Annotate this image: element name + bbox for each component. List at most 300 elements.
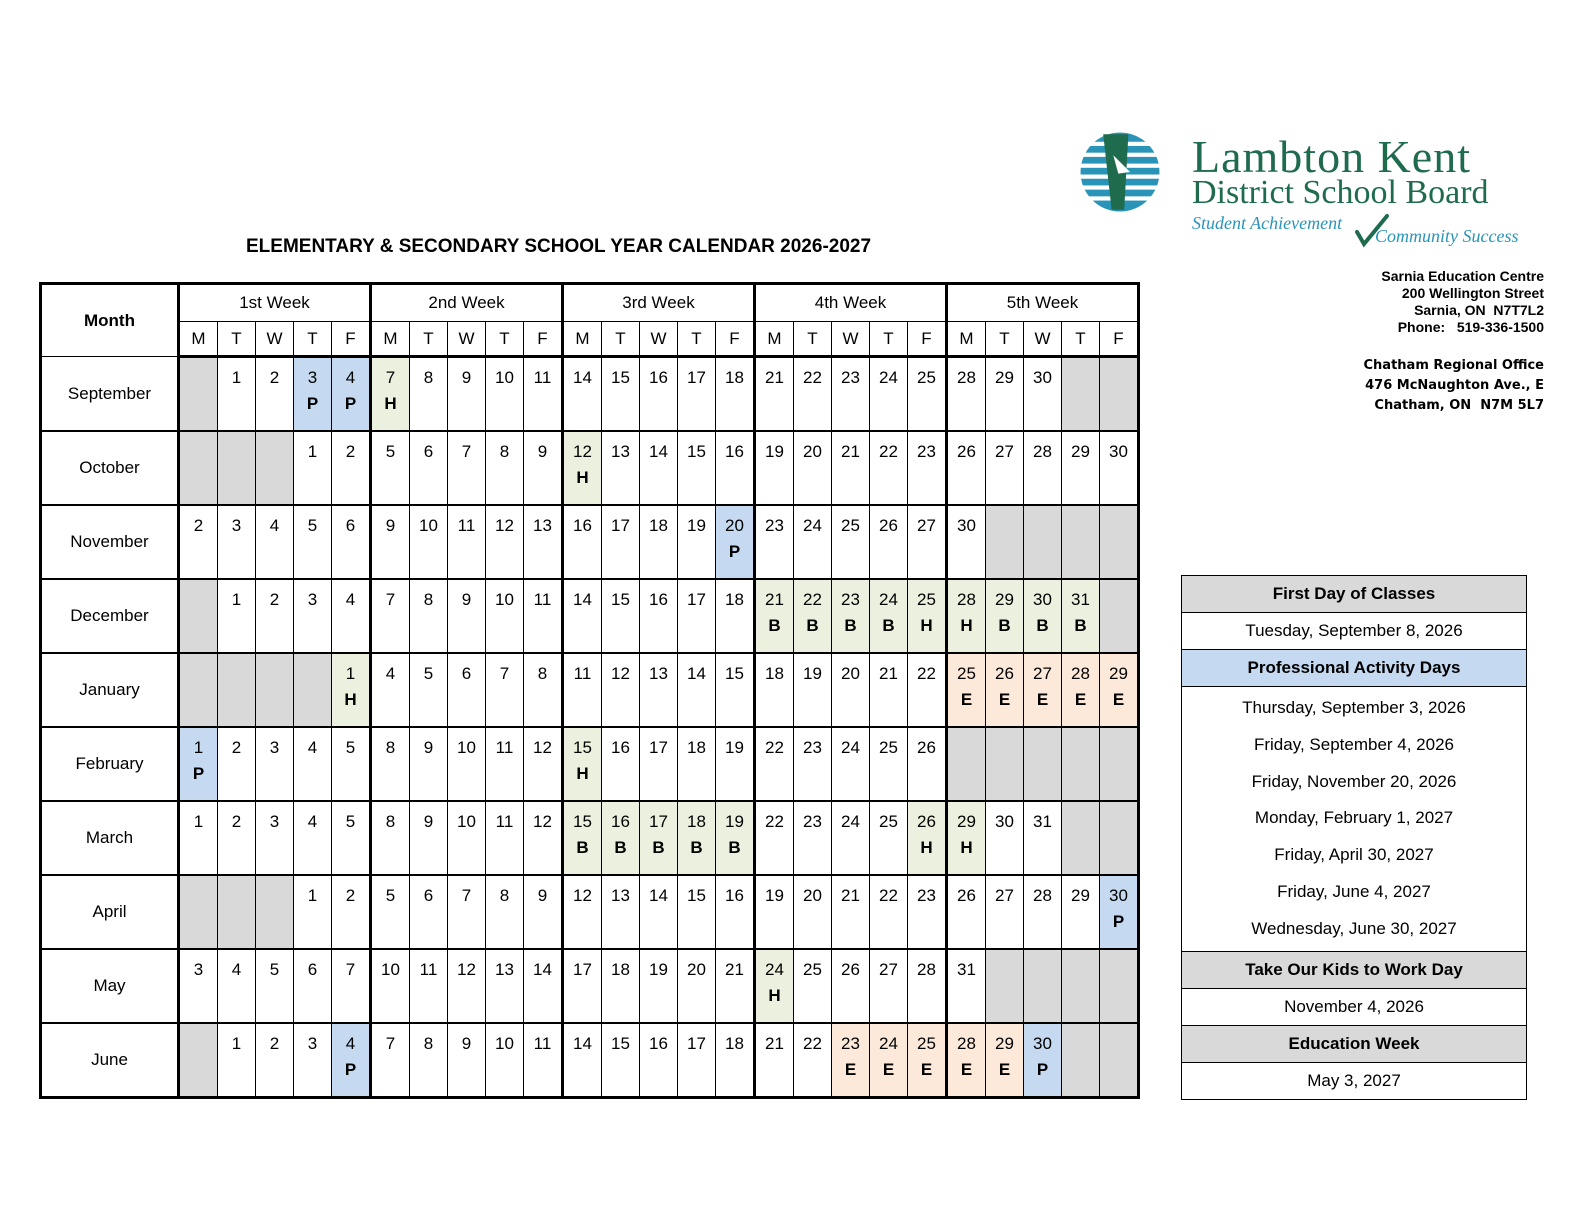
- day-number: 3: [307, 1034, 318, 1053]
- day-cell: [294, 875, 332, 949]
- day-cell: [947, 579, 986, 653]
- day-cell: [870, 875, 908, 949]
- day-letter-header: T: [410, 322, 448, 357]
- first-day-heading: First Day of Classes: [1182, 576, 1526, 613]
- day-cell: [640, 653, 678, 727]
- day-code: H: [344, 690, 357, 709]
- day-cell: [563, 505, 602, 579]
- day-number: 2: [269, 590, 280, 609]
- day-cell: [832, 875, 870, 949]
- inactive-day-cell: [1100, 357, 1139, 432]
- day-number: 1: [231, 590, 242, 609]
- day-number: 3: [307, 368, 318, 387]
- day-code: B: [1074, 616, 1087, 635]
- day-cell: [716, 653, 755, 727]
- day-number: 20: [803, 886, 822, 905]
- day-number: 8: [385, 738, 396, 757]
- day-cell: [986, 431, 1024, 505]
- tagline-student-achievement: Student Achievement: [1192, 213, 1343, 233]
- day-number: 18: [725, 1034, 744, 1053]
- day-cell: [218, 949, 256, 1023]
- day-number: 23: [841, 1034, 860, 1053]
- inactive-day-cell: [1062, 801, 1100, 875]
- day-cell: [832, 505, 870, 579]
- day-cell: [256, 949, 294, 1023]
- day-letter-header: M: [179, 322, 218, 357]
- day-cell: [1062, 579, 1100, 653]
- day-cell: [602, 727, 640, 801]
- day-cell: [678, 875, 716, 949]
- day-number: 25: [917, 590, 936, 609]
- day-cell: [602, 875, 640, 949]
- day-cell: [332, 653, 371, 727]
- day-number: 25: [917, 1034, 936, 1053]
- day-cell: [870, 431, 908, 505]
- day-number: 15: [573, 812, 592, 831]
- day-cell: [755, 727, 794, 801]
- day-cell: [908, 357, 947, 432]
- day-cell: [678, 653, 716, 727]
- day-cell: [448, 431, 486, 505]
- first-day-value: Tuesday, September 8, 2026: [1182, 613, 1526, 650]
- org-name-line1: Lambton Kent: [1192, 131, 1471, 182]
- day-letter-header: W: [640, 322, 678, 357]
- day-number: 28: [957, 1034, 976, 1053]
- day-cell: [486, 579, 524, 653]
- day-cell: [410, 505, 448, 579]
- month-row-january: [41, 653, 1139, 727]
- day-number: 9: [461, 1034, 472, 1053]
- day-number: 29: [995, 1034, 1014, 1053]
- day-number: 25: [803, 960, 822, 979]
- day-number: 27: [879, 960, 898, 979]
- day-code: H: [576, 468, 589, 487]
- day-cell: [908, 431, 947, 505]
- day-number: 19: [765, 442, 784, 461]
- day-cell: [794, 357, 832, 432]
- day-code: B: [882, 616, 895, 635]
- day-number: 9: [461, 590, 472, 609]
- day-cell: [602, 357, 640, 432]
- day-cell: [563, 579, 602, 653]
- day-cell: [794, 431, 832, 505]
- day-code: E: [920, 1060, 933, 1079]
- day-cell: [678, 357, 716, 432]
- day-cell: [947, 1023, 986, 1098]
- day-number: 22: [879, 442, 898, 461]
- day-cell: [986, 801, 1024, 875]
- day-cell: [256, 357, 294, 432]
- month-name: October: [41, 431, 179, 505]
- day-cell: [678, 727, 716, 801]
- day-letter-header: W: [1024, 322, 1062, 357]
- day-number: 18: [725, 590, 744, 609]
- day-number: 12: [495, 516, 514, 535]
- day-cell: [755, 431, 794, 505]
- day-cell: [1024, 431, 1062, 505]
- day-letter-header: M: [371, 322, 410, 357]
- day-number: 5: [307, 516, 318, 535]
- day-cell: [1024, 1023, 1062, 1098]
- day-number: 29: [957, 812, 976, 831]
- day-number: 22: [879, 886, 898, 905]
- day-cell: [832, 357, 870, 432]
- day-number: 26: [995, 664, 1014, 683]
- day-cell: [486, 875, 524, 949]
- day-cell: [218, 727, 256, 801]
- day-cell: [448, 579, 486, 653]
- pa-day-item: Friday, June 4, 2027: [1277, 881, 1431, 901]
- day-cell: [947, 949, 986, 1023]
- day-number: 13: [495, 960, 514, 979]
- tagline-community-success: Community Success: [1375, 226, 1519, 246]
- day-code: B: [614, 838, 627, 857]
- day-cell: [218, 505, 256, 579]
- day-cell: [332, 579, 371, 653]
- day-number: 11: [533, 1034, 552, 1053]
- day-number: 6: [307, 960, 318, 979]
- day-cell: [448, 875, 486, 949]
- day-number: 13: [533, 516, 552, 535]
- day-code: E: [998, 690, 1011, 709]
- day-number: 24: [803, 516, 822, 535]
- day-cell: [448, 1023, 486, 1098]
- day-cell: [716, 1023, 755, 1098]
- day-number: 13: [649, 664, 668, 683]
- day-number: 4: [231, 960, 242, 979]
- day-cell: [371, 801, 410, 875]
- inactive-day-cell: [1062, 1023, 1100, 1098]
- day-letter-header: T: [218, 322, 256, 357]
- day-number: 10: [381, 960, 400, 979]
- day-number: 3: [307, 590, 318, 609]
- day-cell: [602, 505, 640, 579]
- day-number: 25: [879, 812, 898, 831]
- day-number: 30: [1109, 886, 1128, 905]
- day-cell: [908, 505, 947, 579]
- day-number: 31: [957, 960, 976, 979]
- day-number: 13: [611, 886, 630, 905]
- inactive-day-cell: [986, 505, 1024, 579]
- day-cell: [563, 431, 602, 505]
- day-cell: [218, 801, 256, 875]
- day-number: 29: [1071, 886, 1090, 905]
- day-number: 14: [533, 960, 552, 979]
- day-cell: [794, 1023, 832, 1098]
- day-letter-header: F: [1100, 322, 1139, 357]
- day-number: 10: [495, 368, 514, 387]
- day-cell: [256, 727, 294, 801]
- inactive-day-cell: [1024, 949, 1062, 1023]
- sarnia-office-address: Sarnia Education Centre 200 Wellington Street Sarnia, ON N7T7L2 Phone: 519-336-1500: [1381, 268, 1544, 335]
- day-code: B: [652, 838, 665, 857]
- inactive-day-cell: [1100, 579, 1139, 653]
- day-number: 17: [649, 812, 668, 831]
- day-letter-header: W: [448, 322, 486, 357]
- day-code: E: [1074, 690, 1087, 709]
- day-number: 26: [841, 960, 860, 979]
- day-number: 22: [803, 590, 822, 609]
- day-cell: [448, 505, 486, 579]
- month-row-march: [41, 801, 1139, 875]
- day-number: 27: [995, 442, 1014, 461]
- inactive-day-cell: [179, 1023, 218, 1098]
- day-cell: [486, 431, 524, 505]
- day-number: 2: [193, 516, 204, 535]
- day-number: 5: [269, 960, 280, 979]
- day-cell: [986, 1023, 1024, 1098]
- day-cell: [486, 653, 524, 727]
- day-cell: [716, 801, 755, 875]
- day-cell: [947, 357, 986, 432]
- day-letter-header: T: [678, 322, 716, 357]
- day-cell: [832, 1023, 870, 1098]
- day-number: 22: [765, 812, 784, 831]
- day-cell: [371, 875, 410, 949]
- day-number: 24: [879, 590, 898, 609]
- day-number: 15: [687, 442, 706, 461]
- day-number: 18: [725, 368, 744, 387]
- day-code: B: [690, 838, 703, 857]
- day-cell: [832, 949, 870, 1023]
- day-number: 22: [803, 1034, 822, 1053]
- day-cell: [448, 357, 486, 432]
- day-number: 28: [917, 960, 936, 979]
- day-cell: [371, 505, 410, 579]
- month-name: January: [41, 653, 179, 727]
- day-number: 12: [573, 886, 592, 905]
- day-cell: [410, 801, 448, 875]
- day-cell: [870, 1023, 908, 1098]
- day-number: 24: [841, 812, 860, 831]
- day-cell: [448, 949, 486, 1023]
- day-cell: [294, 727, 332, 801]
- day-cell: [755, 579, 794, 653]
- day-cell: [410, 579, 448, 653]
- day-cell: [486, 357, 524, 432]
- day-letters-row: [41, 322, 1139, 357]
- day-number: 4: [385, 664, 396, 683]
- day-cell: [218, 579, 256, 653]
- day-cell: [332, 801, 371, 875]
- pa-day-item: Monday, February 1, 2027: [1254, 808, 1454, 828]
- education-week-heading: Education Week: [1182, 1026, 1526, 1063]
- day-number: 3: [231, 516, 242, 535]
- day-code: E: [844, 1060, 857, 1079]
- day-number: 1: [307, 886, 318, 905]
- day-cell: [832, 579, 870, 653]
- day-cell: [410, 1023, 448, 1098]
- day-number: 26: [917, 738, 936, 757]
- day-cell: [1062, 875, 1100, 949]
- day-code: E: [960, 1060, 973, 1079]
- day-cell: [908, 653, 947, 727]
- day-number: 15: [611, 1034, 630, 1053]
- day-cell: [870, 949, 908, 1023]
- day-number: 8: [537, 664, 548, 683]
- day-number: 17: [687, 368, 706, 387]
- day-number: 17: [573, 960, 592, 979]
- day-code: P: [1036, 1060, 1049, 1079]
- day-number: 6: [461, 664, 472, 683]
- day-number: 11: [533, 590, 552, 609]
- day-letter-header: T: [870, 322, 908, 357]
- day-cell: [947, 505, 986, 579]
- inactive-day-cell: [1100, 505, 1139, 579]
- day-number: 17: [649, 738, 668, 757]
- day-cell: [908, 727, 947, 801]
- day-cell: [524, 579, 563, 653]
- month-row-december: [41, 579, 1139, 653]
- day-cell: [870, 727, 908, 801]
- day-cell: [832, 727, 870, 801]
- day-cell: [755, 875, 794, 949]
- day-number: 1: [231, 368, 242, 387]
- day-number: 21: [841, 886, 860, 905]
- day-cell: [371, 949, 410, 1023]
- day-number: 7: [499, 664, 510, 683]
- day-cell: [794, 505, 832, 579]
- day-cell: [332, 1023, 371, 1098]
- day-number: 20: [841, 664, 860, 683]
- day-number: 1: [193, 738, 204, 757]
- day-cell: [870, 653, 908, 727]
- day-number: 4: [269, 516, 280, 535]
- day-cell: [640, 431, 678, 505]
- day-cell: [908, 875, 947, 949]
- day-number: 29: [995, 368, 1014, 387]
- day-number: 21: [841, 442, 860, 461]
- week-header: 4th Week: [755, 284, 947, 322]
- day-cell: [410, 727, 448, 801]
- day-code: H: [920, 838, 933, 857]
- month-name: May: [41, 949, 179, 1023]
- day-code: H: [768, 986, 781, 1005]
- week-header: 1st Week: [179, 284, 371, 322]
- day-cell: [640, 727, 678, 801]
- day-number: 5: [385, 886, 396, 905]
- day-cell: [448, 653, 486, 727]
- day-number: 28: [1033, 442, 1052, 461]
- calendar-body: [41, 357, 1139, 1098]
- day-cell: [410, 357, 448, 432]
- day-cell: [678, 801, 716, 875]
- kids-work-day-heading: Take Our Kids to Work Day: [1182, 952, 1526, 989]
- board-logo-emblem-icon: [1076, 130, 1164, 214]
- day-code: P: [306, 394, 319, 413]
- day-number: 12: [533, 812, 552, 831]
- inactive-day-cell: [179, 579, 218, 653]
- month-name: March: [41, 801, 179, 875]
- day-cell: [678, 505, 716, 579]
- day-cell: [1024, 801, 1062, 875]
- school-year-calendar: [39, 282, 1140, 1099]
- day-cell: [716, 431, 755, 505]
- day-code: H: [576, 764, 589, 783]
- page-title: ELEMENTARY & SECONDARY SCHOOL YEAR CALENDAR 2026-2027: [246, 236, 872, 257]
- day-letter-header: F: [908, 322, 947, 357]
- day-cell: [678, 431, 716, 505]
- day-number: 4: [307, 738, 318, 757]
- day-code: E: [882, 1060, 895, 1079]
- day-letter-header: T: [986, 322, 1024, 357]
- day-letter-header: M: [563, 322, 602, 357]
- inactive-day-cell: [986, 727, 1024, 801]
- day-number: 9: [423, 738, 434, 757]
- day-number: 4: [345, 1034, 356, 1053]
- day-number: 5: [423, 664, 434, 683]
- day-cell: [410, 949, 448, 1023]
- day-cell: [332, 505, 371, 579]
- day-code: B: [576, 838, 589, 857]
- day-number: 18: [765, 664, 784, 683]
- day-number: 9: [423, 812, 434, 831]
- day-number: 24: [879, 368, 898, 387]
- day-cell: [755, 357, 794, 432]
- day-number: 14: [649, 442, 668, 461]
- day-cell: [986, 653, 1024, 727]
- day-letter-header: T: [602, 322, 640, 357]
- day-cell: [755, 949, 794, 1023]
- day-number: 7: [461, 886, 472, 905]
- inactive-day-cell: [218, 431, 256, 505]
- inactive-day-cell: [1024, 505, 1062, 579]
- inactive-day-cell: [1024, 727, 1062, 801]
- day-cell: [794, 579, 832, 653]
- day-code: H: [920, 616, 933, 635]
- day-cell: [832, 431, 870, 505]
- day-code: E: [1036, 690, 1049, 709]
- day-cell: [1024, 875, 1062, 949]
- day-cell: [870, 505, 908, 579]
- day-cell: [986, 875, 1024, 949]
- day-number: 7: [385, 368, 396, 387]
- month-row-june: [41, 1023, 1139, 1098]
- day-number: 24: [841, 738, 860, 757]
- day-cell: [678, 579, 716, 653]
- day-cell: [908, 801, 947, 875]
- day-number: 14: [649, 886, 668, 905]
- day-cell: [870, 801, 908, 875]
- inactive-day-cell: [256, 431, 294, 505]
- day-number: 19: [649, 960, 668, 979]
- day-code: P: [344, 1060, 357, 1079]
- day-number: 15: [611, 368, 630, 387]
- day-number: 23: [803, 812, 822, 831]
- day-number: 2: [269, 1034, 280, 1053]
- day-cell: [908, 1023, 947, 1098]
- day-number: 21: [765, 1034, 784, 1053]
- day-cell: [1062, 653, 1100, 727]
- day-number: 5: [345, 812, 356, 831]
- day-cell: [640, 875, 678, 949]
- inactive-day-cell: [256, 653, 294, 727]
- day-number: 16: [611, 812, 630, 831]
- day-cell: [986, 357, 1024, 432]
- day-cell: [256, 801, 294, 875]
- day-cell: [908, 949, 947, 1023]
- day-cell: [448, 801, 486, 875]
- day-cell: [602, 579, 640, 653]
- month-name: June: [41, 1023, 179, 1098]
- inactive-day-cell: [947, 727, 986, 801]
- chatham-office-address: Chatham Regional Office 476 McNaughton Ave., E Chatham, ON N7M 5L7: [1363, 358, 1544, 413]
- inactive-day-cell: [1100, 949, 1139, 1023]
- day-cell: [716, 357, 755, 432]
- day-number: 16: [649, 590, 668, 609]
- day-number: 23: [917, 886, 936, 905]
- day-cell: [947, 875, 986, 949]
